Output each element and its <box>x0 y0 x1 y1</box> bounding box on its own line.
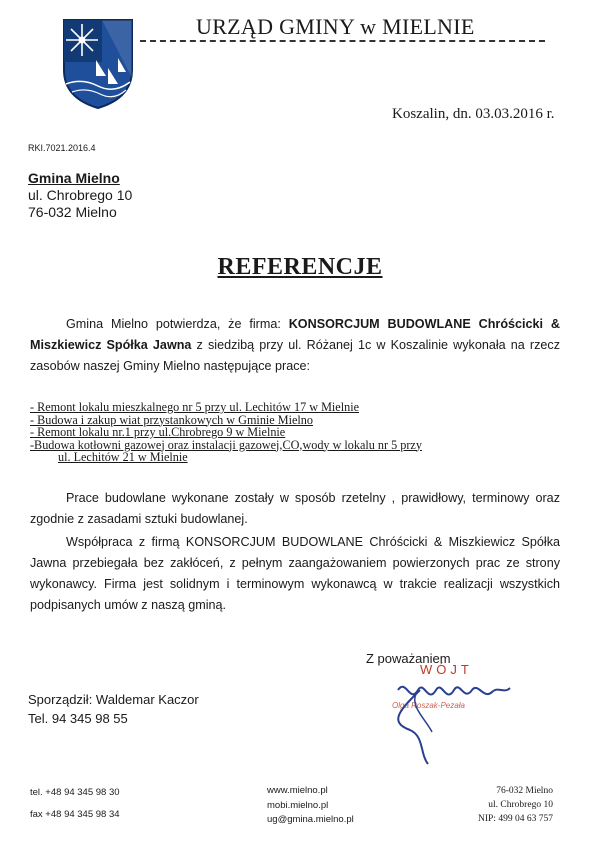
paragraph-cooperation <box>30 532 560 616</box>
para1-lead: Gmina Mielno potwierdza, że firma: <box>66 317 289 331</box>
list-item: - Remont lokalu nr.1 przy ul.Chrobrego 9 w Mielnie <box>30 425 286 439</box>
addressee-name: Gmina Mielno <box>28 170 120 186</box>
list-item: - Remont lokalu mieszkalnego nr 5 przy ul. Lechitów 17 w Mielnie <box>30 400 359 414</box>
footer-street: ul. Chrobrego 10 <box>488 800 553 810</box>
list-item: ul. Lechitów 21 w Mielnie <box>58 450 188 464</box>
para1-rest: z siedzibą przy ul. Różanej 1c w Koszalinie wykonała na rzecz zasobów naszej Gminy Mielno następujące prace: <box>30 338 560 373</box>
prepared-by: Sporządził: Waldemar Kaczor <box>28 692 199 707</box>
contractor-name: KONSORCJUM BUDOWLANE Chróścicki & Miszkiewicz Spółka Jawna <box>30 317 560 352</box>
para2-text: Prace budowlane wykonane zostały w sposób rzetelny , prawidłowy, terminowy oraz zgodnie z zasadami sztuki budowlanej. <box>30 491 560 526</box>
list-item: - Budowa i zakup wiat przystankowych w Gminie Mielno <box>30 412 313 427</box>
works-list <box>30 401 480 464</box>
stamp-name: Olga Roszak-Pezała <box>392 701 465 710</box>
footer-mobile-site: mobi.mielno.pl <box>267 799 329 811</box>
para3-text: Współpraca z firmą KONSORCJUM BUDOWLANE Chróścicki & Miszkiewicz Spółka Jawna przebiegała bez zakłóceń, z pełnym zaangażowaniem powierzonych prac ze strony wykonawcy. Firma jest solidnym i terminowym wykonawcą w trakcie realizacji wszystkich podpisanych umów z naszą gminą. <box>30 535 560 612</box>
footer-nip: NIP: 499 04 63 757 <box>478 814 553 824</box>
prepared-by-block <box>28 690 199 728</box>
list-item: -Budowa kotłowni gazowej oraz instalacji gazowej,CO,wody w lokalu nr 5 przy <box>30 437 422 452</box>
footer-email: ug@gmina.mielno.pl <box>267 814 354 825</box>
reference-number: RKI.7021.2016.4 <box>28 143 96 153</box>
footer-city: 76-032 Mielno <box>496 786 553 796</box>
office-title: URZĄD GMINY w MIELNIE <box>196 14 475 39</box>
footer-web <box>267 784 354 828</box>
paragraph-quality <box>30 488 560 530</box>
stamp-and-signature <box>380 660 530 770</box>
prepared-by-phone: Tel. 94 345 98 55 <box>28 711 128 726</box>
paragraph-confirmation <box>30 314 560 377</box>
addressee-city: 76-032 Mielno <box>28 204 117 220</box>
footer-fax: fax +48 94 345 98 34 <box>30 809 120 820</box>
header-divider <box>140 40 545 42</box>
place-date: Koszalin, dn. 03.03.2016 r. <box>392 106 555 122</box>
document-title: REFERENCJE <box>217 254 383 280</box>
closing-phrase: Z poważaniem <box>366 651 451 666</box>
footer-contact <box>30 782 120 826</box>
footer-website: www.mielno.pl <box>267 785 328 796</box>
coat-of-arms-logo <box>62 18 134 110</box>
addressee-block <box>28 170 132 221</box>
stamp-title: WÓJT <box>420 662 473 677</box>
footer-address <box>478 784 553 826</box>
addressee-street: ul. Chrobrego 10 <box>28 187 133 203</box>
footer-tel: tel. +48 94 345 98 30 <box>30 787 120 798</box>
